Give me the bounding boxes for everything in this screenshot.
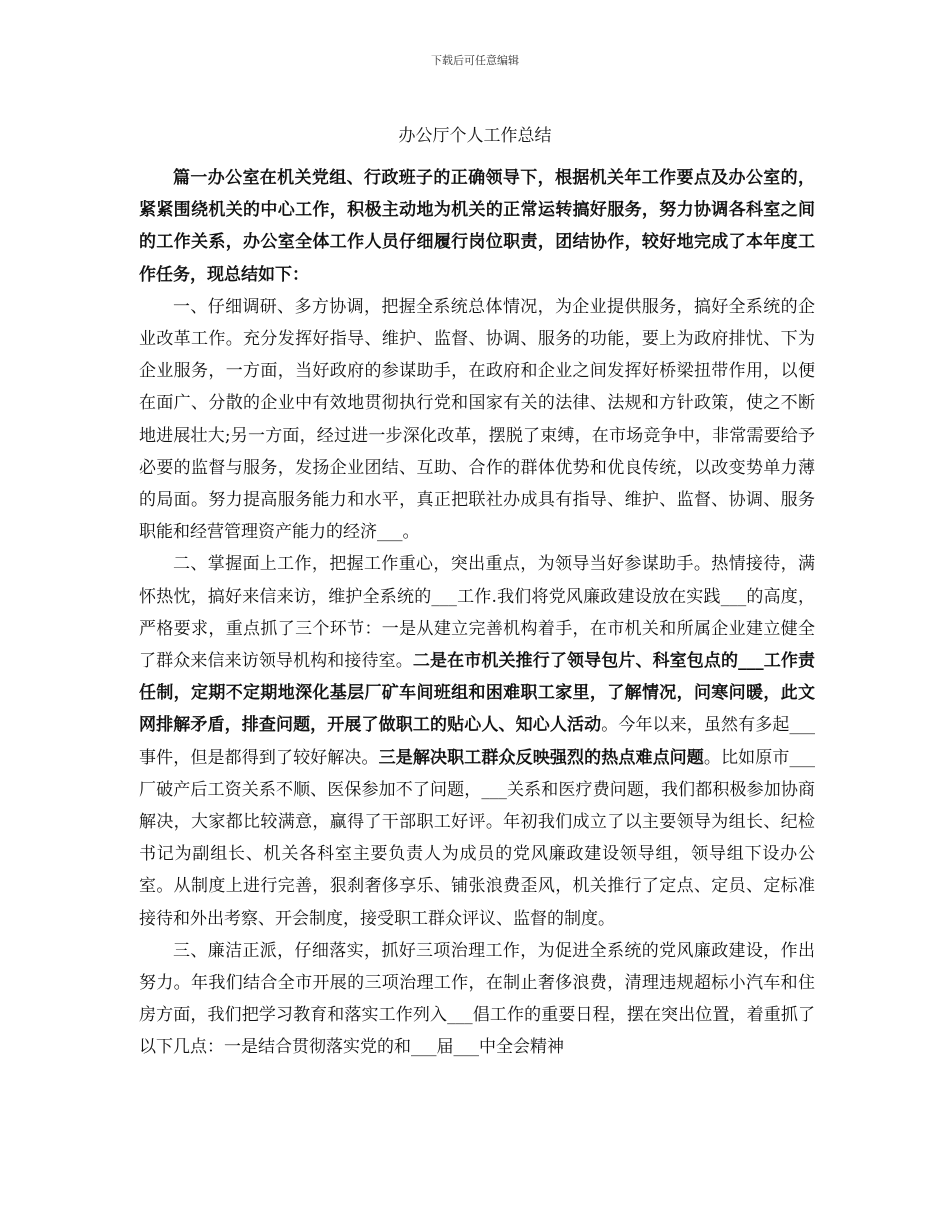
paragraph-text-bold: 三是解决职工群众反映强烈的热点难点问题 — [378, 747, 704, 768]
paragraph-text-bold: 二是在市机关推行了领导包片、科室包点的___工作责任制，定期不定期地深化基层厂矿车间班组和困难职工家里，了解情况，问寒问暖，此文网排解矛盾，排查问题，开展了做职工的贴心人、知心人活动 — [139, 651, 816, 736]
document-title: 办公厅个人工作总结 — [398, 126, 552, 146]
paragraph-text: 一、仔细调研、多方协调，把握全系统总体情况，为企业提供服务，搞好全系统的企业改革工作。充分发挥好指导、维护、监督、协调、服务的功能，要上为政府排忧、下为企业服务，一方面，当好政府的参谋助手，在政府和企业之间发挥好桥梁扭带作用，以便在面广、分散的企业中有效地贯彻执行党和国家有关的法律、法规和方针政策，使之不断地进展壮大;另一方面，经过进一步深化改革，摆脱了束缚，在市场竞争中，非常需要给予必要的监督与服务，发扬企业团结、互助、合作的群体优势和优良传统，以改变势单力薄的局面。努力提高服务能力和水平，真正把联社办成具有指导、维护、监督、协调、服务职能和经营管理资产能力的经济___。 — [139, 296, 815, 543]
paragraph-text: 三、廉洁正派，仔细落实，抓好三项治理工作，为促进全系统的党风廉政建设，作出努力。年我们结合全市开展的三项治理工作，在制止奢侈浪费，清理违规超标小汽车和住房方面，我们把学习教育和落实工作列入___倡工作的重要日程，摆在突出位置，着重抓了以下几点：一是结合贯彻落实党的和___届___中全会精神 — [139, 940, 815, 1058]
paragraph-text: 。今年以来，虽然有多起___事件，但是都得到了较好解决。 — [139, 715, 816, 768]
document-body — [139, 162, 815, 1064]
paragraph-text: 。比如原市___厂破产后工资关系不顺、医保参加不了问题，___关系和医疗费问题，我们都积极参加协商解决，大家都比较满意，赢得了干部职工好评。年初我们成立了以主要领导为组长、纪检书记为副组长、机关各科室主要负责人为成员的党风廉政建设领导组，领导组下设办公室。从制度上进行完善，狠刹奢侈享乐、铺张浪费歪风，机关推行了定点、定员、定标准接待和外出考察、开会制度，接受职工群众评议、监督的制度。 — [139, 747, 816, 929]
paragraph-text: 二、掌握面上工作，把握工作重心，突出重点，为领导当好参谋助手。热情接待，满怀热忱，搞好来信来访，维护全系统的___工作.我们将党风廉政建设放在实践___的高度，严格要求，重点抓了三个环节：一是从建立完善机构着手，在市机关和所属企业建立健全了群众来信来访领导机构和接待室。 — [139, 554, 815, 672]
paragraph-section-1 — [139, 291, 815, 549]
paragraph-text: 篇一办公室在机关党组、行政班子的正确领导下，根据机关年工作要点及办公室的，紧紧围绕机关的中心工作，积极主动地为机关的正常运转搞好服务，努力协调各科室之间的工作关系，办公室全体工作人员仔细履行岗位职责，团结协作，较好地完成了本年度工作任务，现总结如下： — [139, 168, 815, 285]
header-note: 下载后可任意编辑 — [431, 54, 519, 67]
paragraph-section-2 — [139, 548, 815, 934]
paragraph-intro — [139, 162, 815, 291]
paragraph-section-3 — [139, 935, 815, 1064]
